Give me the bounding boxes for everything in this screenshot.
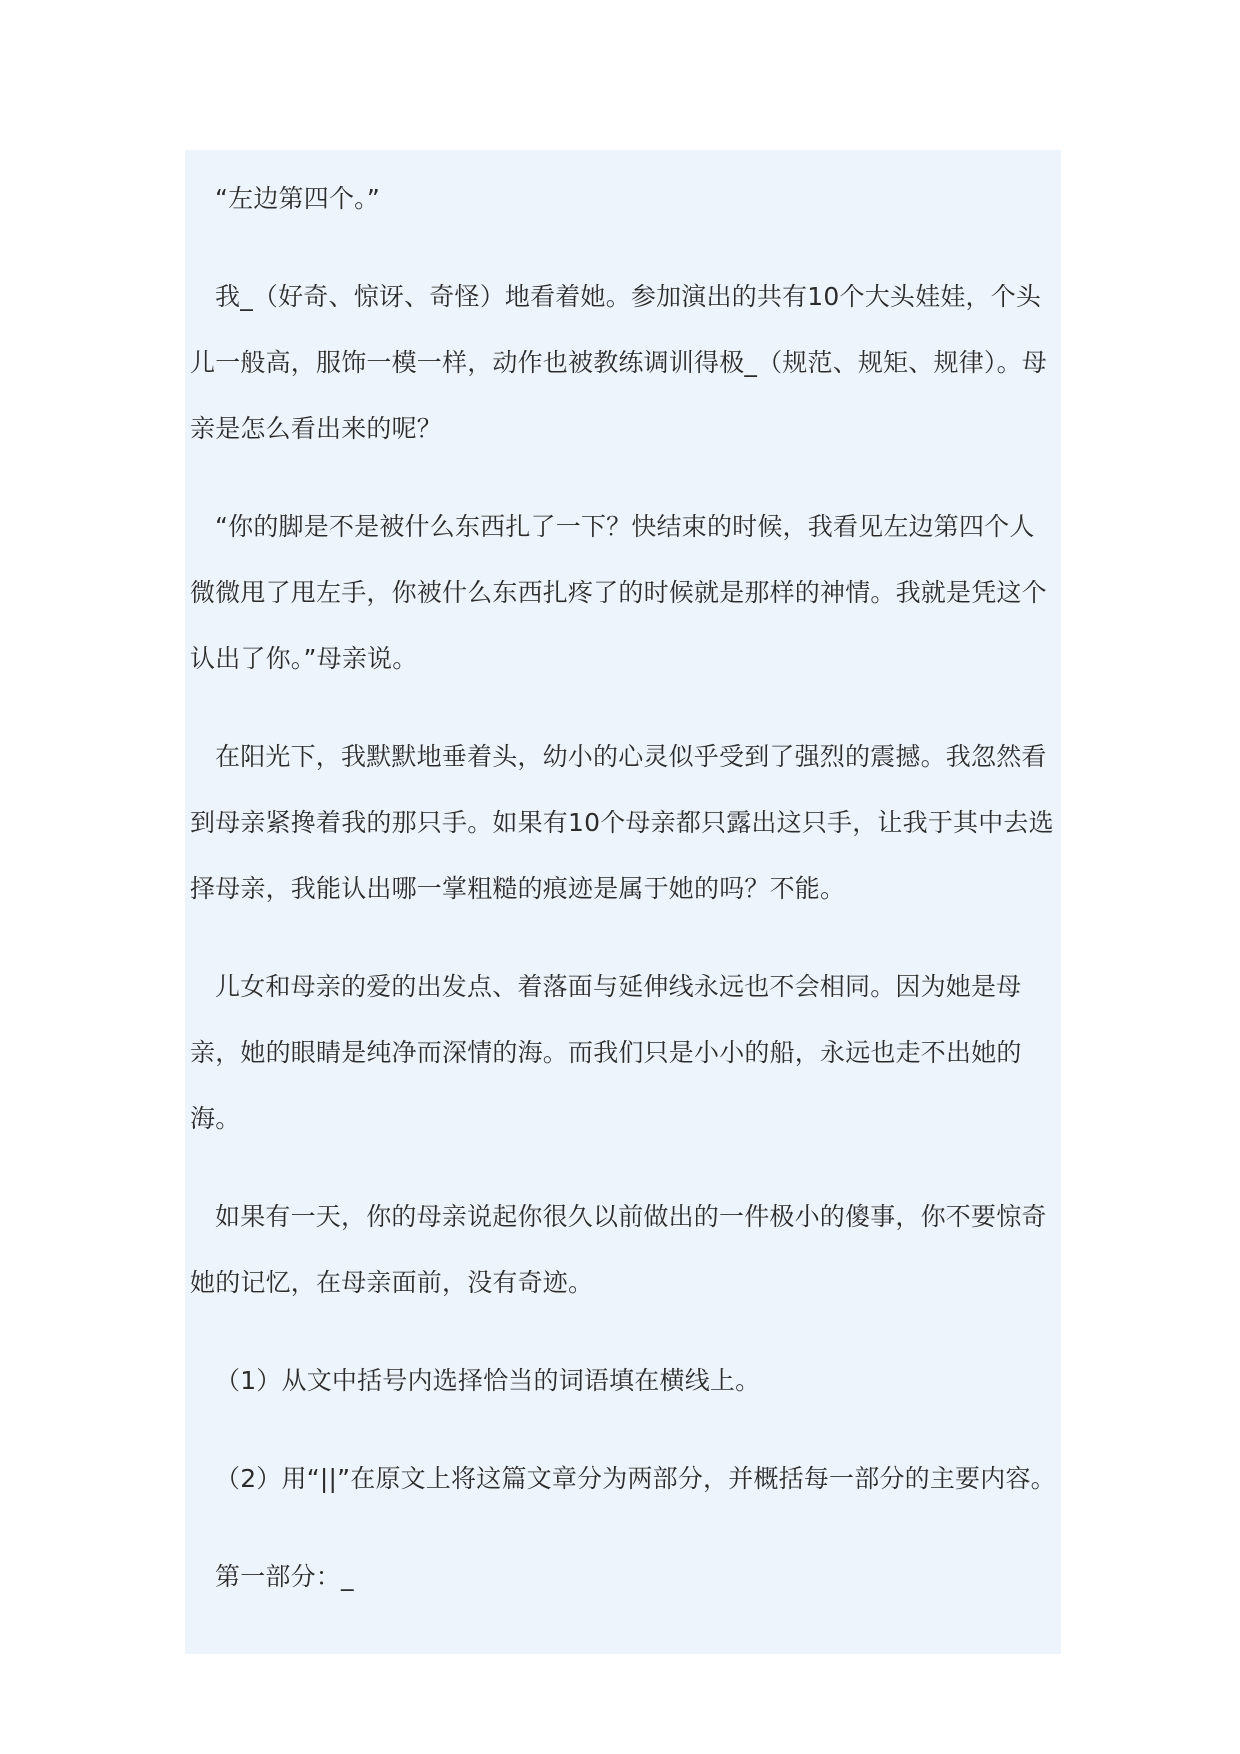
text-panel [185, 150, 1061, 1654]
paragraph-4: 在阳光下，我默默地垂着头，幼小的心灵似乎受到了强烈的震撼。我忽然看到母亲紧搀着我的那只手。如果有10个母亲都只露出这只手，让我于其中去选择母亲，我能认出哪一掌粗糙的痕迹是属于她的吗？不能。 [190, 742, 1054, 903]
paragraph-2: 我_（好奇、惊讶、奇怪）地看着她。参加演出的共有10个大头娃娃，个头儿一般高，服饰一模一样，动作也被教练调训得极_（规范、规矩、规律）。母亲是怎么看出来的呢？ [190, 282, 1048, 443]
paragraph-5: 儿女和母亲的爱的出发点、着落面与延伸线永远也不会相同。因为她是母亲，她的眼睛是纯净而深情的海。而我们只是小小的船，永远也走不出她的海。 [190, 972, 1022, 1133]
paragraph-3: “你的脚是不是被什么东西扎了一下？快结束的时候，我看见左边第四个人微微甩了甩左手，你被什么东西扎疼了的时候就是那样的神情。我就是凭这个认出了你。”母亲说。 [190, 512, 1047, 673]
question-2: （2）用“||”在原文上将这篇文章分为两部分，并概括每一部分的主要内容。 [215, 1464, 1056, 1493]
question-1: （1）从文中括号内选择恰当的词语填在横线上。 [215, 1366, 761, 1395]
paragraph-6: 如果有一天，你的母亲说起你很久以前做出的一件极小的傻事，你不要惊奇她的记忆，在母亲面前，没有奇迹。 [190, 1202, 1047, 1297]
part-one-label: 第一部分：_ [215, 1562, 354, 1591]
paragraph-1: “左边第四个。” [215, 184, 381, 213]
